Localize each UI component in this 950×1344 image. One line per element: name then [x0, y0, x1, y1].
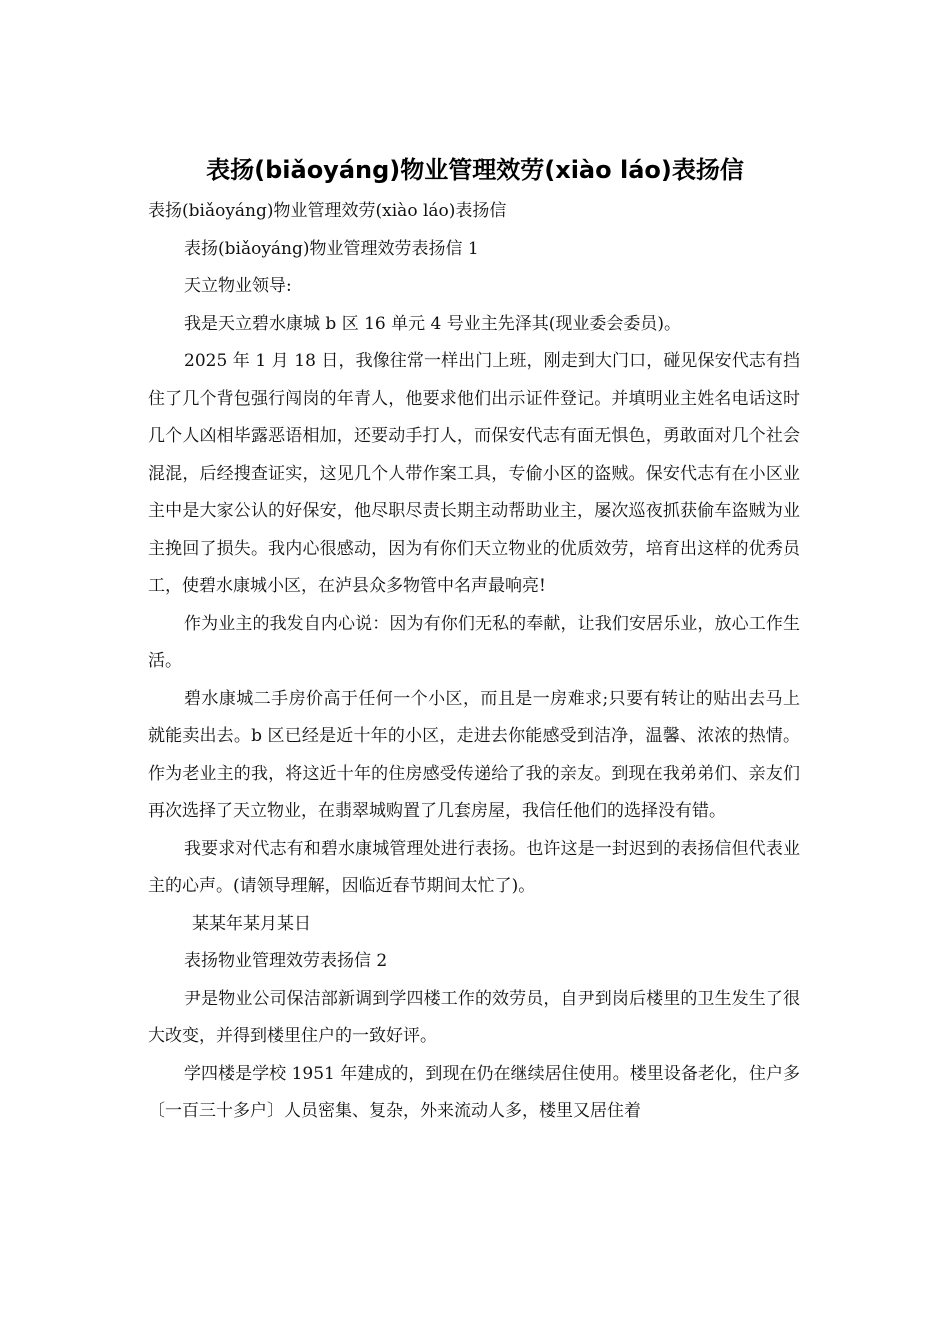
document-title: 表扬(biǎoyáng)物业管理效劳(xiào láo)表扬信 [206, 156, 744, 184]
paragraph: 作为业主的我发自内心说：因为有你们无私的奉献，让我们安居乐业，放心工作生活。 [148, 613, 800, 671]
paragraph: 表扬物业管理效劳表扬信 2 [184, 951, 388, 971]
paragraph: 碧水康城二手房价高于任何一个小区，而且是一房难求;只要有转让的贴出去马上就能卖出去。b 区已经是近十年的小区，走进去你能感受到洁净，温馨、浓浓的热情。作为老业主的我，将这近十年的住房感受传递给了我的亲友。到现在我弟弟们、亲友们再次选择了天立物业，在翡翠城购置了几套房屋，我信任他们的选择没有错。 [148, 688, 800, 821]
paragraph: 学四楼是学校 1951 年建成的，到现在仍在继续居住使用。楼里设备老化，住户多〔一百三十多户〕人员密集、复杂，外来流动人多，楼里又居住着 [148, 1063, 800, 1121]
paragraph: 尹是物业公司保洁部新调到学四楼工作的效劳员，自尹到岗后楼里的卫生发生了很大改变，并得到楼里住户的一致好评。 [148, 988, 800, 1046]
date-line: 某某年某月某日 [192, 913, 311, 934]
salutation: 天立物业领导: [184, 276, 292, 296]
paragraph: 表扬(biǎoyáng)物业管理效劳表扬信 1 [184, 238, 479, 259]
document-body [148, 193, 800, 1131]
paragraph: 表扬(biǎoyáng)物业管理效劳(xiào láo)表扬信 [148, 201, 507, 221]
paragraph: 我是天立碧水康城 b 区 16 单元 4 号业主先泽其(现业委会委员)。 [184, 313, 682, 334]
paragraph: 我要求对代志有和碧水康城管理处进行表扬。也许这是一封迟到的表扬信但代表业主的心声。(请领导理解，因临近春节期间太忙了)。 [148, 838, 800, 896]
paragraph: 2025 年 1 月 18 日，我像往常一样出门上班，刚走到大门口，碰见保安代志有挡住了几个背包强行闯岗的年青人，他要求他们出示证件登记。并填明业主姓名电话这时几个人凶相毕露恶语相加，还要动手打人，而保安代志有面无惧色，勇敢面对几个社会混混，后经搜查证实，这见几个人带作案工具，专偷小区的盗贼。保安代志有在小区业主中是大家公认的好保安，他尽职尽责长期主动帮助业主，屡次巡夜抓获偷车盗贼为业主挽回了损失。我内心很感动，因为有你们天立物业的优质效劳，培育出这样的优秀员工，使碧水康城小区，在泸县众多物管中名声最响亮! [148, 351, 800, 596]
